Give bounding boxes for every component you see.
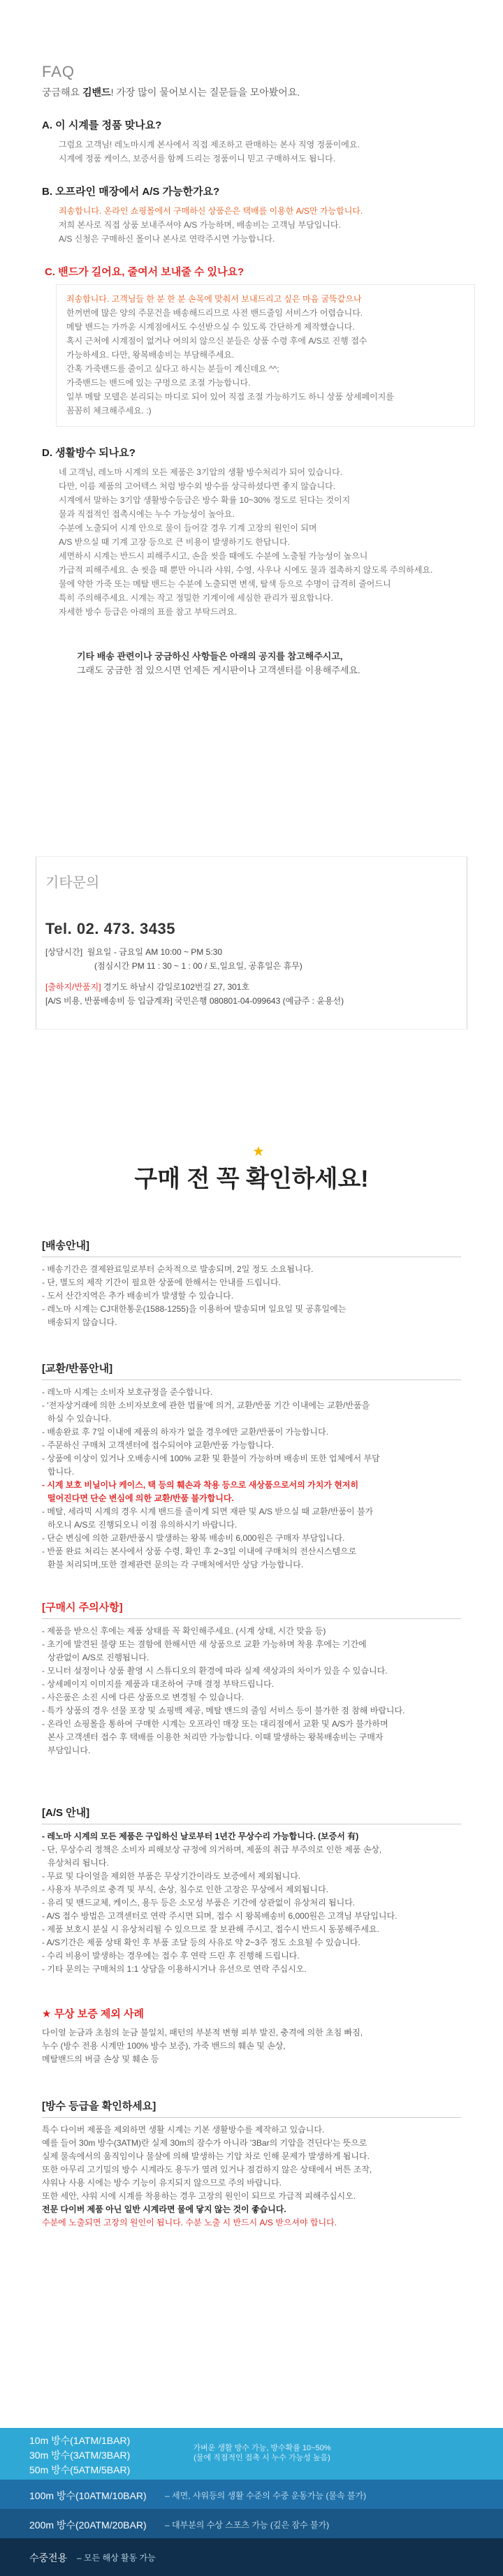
contact-hours [45, 945, 344, 959]
faq-question-d: D. 생활방수 되나요? [42, 447, 136, 459]
faq-answer-line: 혹시 근처에 시계점이 없거나 여의치 않으신 분들은 상품 수령 후에 A/S로 진행 접수 [66, 336, 367, 346]
section-line: - 레노마 시계는 CJ대한통운(1588-1255)을 이용하여 발송되며 일요일 및 공휴일에는 [42, 1304, 347, 1314]
faq-answer-lead: 죄송합니다. 고객님들 한 분 한 분 손목에 맞춰서 보내드리고 싶은 마음 굴뚝같으나 [66, 294, 362, 304]
faq-answer-line: 가죽밴드는 밴드에 있는 구멍으로 조절 가능합니다. [66, 378, 251, 388]
water-grade-100m: 100m 방수(10ATM/10BAR) [29, 2490, 147, 2501]
water-basic-desc-1: 가벼운 생활 방수 가능, 방수확률 10~50% [193, 2444, 331, 2452]
section-caution [42, 1600, 461, 1757]
section-line-bold: 전문 다이버 제품 아닌 일반 시계라면 물에 닿지 않는 것이 좋습니다. [42, 2204, 286, 2214]
section-line: - 단순 변심에 의한 교환/반품시 발생하는 왕복 배송비 6,000원은 구매자 부담입니다. [42, 1533, 345, 1543]
section-line: 실제 물속에서의 움직임이나 물살에 의해 발생하는 기압 차로 인해 문제가 발생하게 됩니다. [42, 2151, 370, 2161]
section-line: - 단, 별도의 제작 기간이 필요한 상품에 한해서는 안내를 드립니다. [42, 1278, 282, 1287]
contact-account: [A/S 비용, 반품배송비 등 입금계좌] 국민은행 080801-04-099643 (예금주 : 윤용선) [45, 996, 344, 1006]
faq-answer-line: 꼼꼼히 체크해주세요. :) [66, 406, 152, 416]
faq-title: FAQ [42, 63, 75, 80]
section-line: - '전자상거래에 의한 소비자보호에 관한 법률'에 의거, 교환/반품 기간 이내에는 교환/반품을 [42, 1400, 370, 1410]
water-basic-desc [175, 2443, 349, 2463]
faq-note-line-1: 기타 배송 관련이나 궁금하신 사항들은 아래의 공지를 참고해주시고, [77, 651, 343, 661]
section-line: 상관없이 A/S로 진행됩니다. [48, 1653, 150, 1662]
faq-answer-line: 메탈 밴드는 가까운 시계점에서도 수선받으실 수 있도록 간단하게 제작했습니다. [66, 322, 355, 332]
faq-answer-line: A/S 받으실 때 기계 고장 등으로 큰 비용이 발생하기도 한답니다. [59, 537, 290, 547]
water-row-100m [0, 2480, 503, 2509]
faq-answer-line: 다만, 이름 제품의 고어텍스 처럼 방수외 방수를 상극하셨다면 좋지 않습니다. [59, 481, 336, 491]
section-line: 또한 세안, 샤워 시에 시계를 착용하는 경우 고장의 원인이 되므로 가급적 피해주십시오. [42, 2191, 356, 2201]
contact-details [45, 945, 344, 1008]
section-body [42, 1257, 461, 1329]
faq-answer-line: 한꺼번에 많은 양의 주문건을 배송해드리므로 사전 밴드줄임 서비스가 어렵습니다. [66, 308, 363, 318]
faq-answer-highlight: 죄송합니다. 온라인 쇼핑몰에서 구매하신 상품은은 택배를 이용한 A/S만 가능합니다. [59, 206, 363, 216]
section-line: - 초기에 발견된 불량 또는 결함에 한해서만 새 상품으로 교환 가능하며 착용 후에는 기간에 [42, 1639, 367, 1649]
section-head: [방수 등급을 확인하세요] [42, 2098, 461, 2118]
section-warranty-exclusion [42, 2006, 461, 2066]
contact-return-addr: 경기도 하남시 감일로102번길 27, 301호 [103, 982, 250, 992]
faq-answer-line: 자세한 방수 등급은 아래의 표를 참고 부탁드려요. [59, 607, 238, 617]
section-water-grade [42, 2098, 461, 2230]
section-as [42, 1805, 461, 1976]
faq-subtitle [42, 85, 475, 99]
section-line: 예를 들어 30m 방수(3ATM)란 실제 30m의 잠수가 아니라 '3Bar의 기압을 견딘다'는 뜻으로 [42, 2138, 367, 2148]
section-line: - 제품을 받으신 후에는 제품 상태를 꼭 확인해주세요. (시계 상태, 시간 맞음 등) [42, 1626, 326, 1636]
star-icon [253, 1146, 264, 1157]
faq-answer-line: 물에 약한 가죽 또는 메탈 밴드는 수분에 노출되면 변색, 탈색 등으로 수명이 급격히 줄어드니 [59, 579, 391, 589]
section-head: [배송안내] [42, 1238, 461, 1257]
section-body [42, 2118, 461, 2230]
water-100m-desc: – 세면, 샤워등의 생활 수준의 수중 운동가능 (물속 불가) [165, 2491, 367, 2501]
faq-subtitle-prefix: 궁금해요 [42, 87, 82, 98]
faq-answer-line: A/S 신청은 구매하신 몰이나 본사로 연락주시면 가능합니다. [59, 234, 275, 244]
contact-hours-label: [상담시간] [45, 947, 83, 957]
section-line: - 상세페이지 이미지를 제품과 대조하여 구매 결정 부탁드립니다. [42, 1679, 275, 1689]
section-body [42, 2025, 461, 2066]
section-line: 유상처리 됩니다. [48, 1858, 109, 1868]
faq-section [42, 63, 475, 678]
water-dive-desc: – 모든 해상 활동 가능 [77, 2553, 156, 2563]
section-line-warning: 수분에 노출되면 고장의 원인이 됩니다. 수분 노출 시 반드시 A/S 받으셔야 합니다. [42, 2218, 337, 2227]
faq-subtitle-name: 김밴드 [82, 87, 111, 98]
section-line: 부담입니다. [48, 1746, 91, 1755]
section-body [42, 1380, 461, 1572]
section-line: - 배송완료 후 7일 이내에 제품의 하자가 없을 경우에만 교환/반품이 가능합니다. [42, 1427, 329, 1437]
section-line: 본사 고객센터 접수 후 택배를 이용한 처리만 가능합니다. 이때 발생하는 왕복배송비는 구매자 [48, 1732, 384, 1742]
contact-return [45, 980, 344, 994]
section-line-warning: - 시계 보호 비닐이나 케이스, 택 등의 훼손과 착용 등으로 새상품으로서의 가치가 현저히 [42, 1480, 359, 1490]
section-line: - 무료 및 다이얼을 제외한 부품은 무상기간이라도 보증에서 제외됩니다. [42, 1871, 301, 1881]
section-head: ★ 무상 보증 제외 사례 [42, 2008, 145, 2020]
water-grade-200m: 200m 방수(20ATM/20BAR) [29, 2519, 147, 2531]
section-line: 또한 아무리 고기밀의 방수 시계라도 용두가 열려 있거나 점검하지 않은 상태에서 버튼 조작, [42, 2165, 372, 2174]
section-line-bold: - 레노마 시계의 모든 제품은 구입하신 날로부터 1년간 무상수리 가능합니다. (보증서 有) [42, 1831, 359, 1841]
faq-note-line-2: 그래도 궁금한 점 있으시면 언제든 게시판이나 고객센터를 이용해주세요. [77, 665, 360, 675]
faq-answer-line: 그럼요 고객님! 레노마시계 본사에서 직접 제조하고 판매하는 본사 직영 정품이에요. [59, 140, 360, 149]
section-line-warning: 떨어진다면 단순 변심에 의한 교환/반품 불가합니다. [48, 1493, 234, 1503]
faq-answer-line: 가능하세요. 다만, 왕복배송비는 부담해주세요. [66, 350, 235, 360]
section-line: 하실 수 있습니다. [48, 1414, 112, 1424]
contact-tel[interactable]: Tel. 02. 473. 3435 [45, 920, 175, 937]
section-line: 환불 처리되며,또한 결제관련 문의는 각 구매처에서만 상담 가능합니다. [48, 1560, 304, 1569]
faq-answer-line: 물과 직접적인 접촉시에는 누수 가능성이 높아요. [59, 509, 235, 519]
faq-answer-line: 가급적 피해주세요. 손 씻을 때 뿐만 아니라 샤워, 수영, 사우나 시에도 물과 접촉하지 않도록 주의하세요. [59, 565, 433, 575]
section-line: - 모니터 설정이나 상품 촬영 시 스튜디오의 환경에 따라 실제 색상과의 차이가 있을 수 있습니다. [42, 1666, 388, 1676]
section-body [42, 1824, 461, 1976]
section-line: 누수 (방수 전용 시계만 100% 방수 보증), 가죽 밴드의 훼손 및 손상, [42, 2041, 286, 2051]
section-line: - 사용자 부주의로 충격 및 부식, 손상, 침수로 인한 고장은 무상에서 제외됩니다. [42, 1885, 329, 1894]
section-line: 배송되지 않습니다. [48, 1317, 117, 1327]
section-line: - 온라인 쇼핑몰을 통하여 구매한 시계는 오프라인 매장 또는 대리점에서 교환 및 A/S가 불가하며 [42, 1719, 388, 1729]
section-head: [A/S 안내] [42, 1805, 461, 1824]
section-line: - 도서 산간지역은 추가 배송비가 발생할 수 있습니다. [42, 1291, 234, 1301]
section-line: 하오니 A/S로 진행되오니 이점 유의하시기 바랍니다. [48, 1520, 238, 1530]
section-line: - 수리 비용이 발생하는 경우에는 접수 후 연락 드린 후 진행해 드립니다. [42, 1951, 300, 1961]
faq-answer-line: 특히 주의해주세요. 시계는 작고 정밀한 기계이에 세심한 관리가 필요합니다. [59, 593, 333, 603]
section-line: - 배송기간은 결제완료일로부터 순차적으로 발송되며, 2일 정도 소요됩니다. [42, 1264, 314, 1274]
section-line: - 상품에 이상이 있거나 오배송시에 100% 교환 및 환불이 가능하며 배송비 또한 업체에서 부담 [42, 1454, 380, 1463]
section-line: - 메탈, 세라믹 시계의 경우 시계 밴드를 줄이게 되면 재판 및 A/S 받으실 때 교환/반품이 불가 [42, 1507, 374, 1516]
faq-answer-d [59, 465, 475, 619]
faq-answer-line: 일부 메탈 모델은 분리되는 마디로 되어 있어 직접 조절 가능하기도 하니 상품 상세페이지를 [66, 392, 394, 402]
water-resistance-table [0, 2428, 503, 2576]
water-grade-dive: 수중전용 [29, 2552, 68, 2563]
faq-subtitle-suffix: ! 가장 많이 물어보시는 질문들을 모아봤어요. [110, 87, 300, 98]
notice-title: 구매 전 꼭 확인하세요! [134, 1166, 369, 1192]
section-line: - 레노마 시계는 소비자 보호규정을 준수합니다. [42, 1387, 213, 1397]
faq-answer-line: 시계에 정품 케이스, 보증서를 함께 드리는 정품이니 믿고 구매하셔도 됩니다. [59, 154, 336, 163]
faq-question-b: B. 오프라인 매장에서 A/S 가능한가요? [42, 186, 220, 198]
contact-box [35, 856, 468, 1030]
water-grade-10m: 10m 방수(1ATM/1BAR) [29, 2435, 131, 2446]
section-head: [구매시 주의사항] [42, 1600, 461, 1619]
section-line: - 제품 보호시 분실 시 유상처리될 수 있으므로 잘 보관해 주시고, 접수시 반드시 동봉해주세요. [42, 1924, 379, 1934]
faq-question-c: C. 밴드가 길어요, 줄여서 보내줄 수 있나요? [45, 266, 245, 278]
faq-answer-line: 수분에 노출되어 시계 안으로 물이 들어갈 경우 기계 고장의 원인이 되며 [59, 523, 317, 533]
section-head: [교환/반품안내] [42, 1361, 461, 1380]
section-line: 다이얼 눈금과 초침의 눈금 불일치, 패턴의 부분적 변형 피부 발진, 충격에 의한 초침 빠짐, [42, 2028, 363, 2037]
water-basic-desc-2: (물에 직접적인 접촉 시 누수 가능성 높음) [194, 2454, 330, 2462]
section-line: 메탈밴드의 버클 손상 및 훼손 등 [42, 2054, 159, 2064]
contact-return-label: [출하지/반품지] [45, 982, 101, 992]
water-grade-50m: 50m 방수(5ATM/5BAR) [29, 2464, 131, 2475]
faq-answer-a [59, 138, 475, 166]
section-line: - 주문하신 구매처 고객센터에 접수되어야 교환/반품 가능합니다. [42, 1440, 275, 1450]
section-line: 특수 다이버 제품을 제외하면 생활 시계는 기본 생활방수를 제작하고 있습니다. [42, 2125, 325, 2135]
faq-answer-b [59, 204, 475, 246]
contact-title: 기타문의 [45, 875, 100, 891]
faq-answer-line: 네 고객님, 레노마 시계의 모든 제품은 3기압의 생활 방수처리가 되어 있습니다. [59, 467, 343, 477]
water-row-dive [0, 2538, 503, 2576]
section-line: - 유리 및 밴드교체, 케이스, 용두 등은 소모성 부품은 기간에 상관없이 유상처리 됩니다. [42, 1898, 356, 1908]
section-body [42, 1619, 461, 1757]
water-200m-desc: – 대부분의 수상 스포츠 가능 (깊은 잠수 불가) [165, 2520, 330, 2530]
contact-lunch: (점심시간 PM 11 : 30 ~ 1 : 00 / 토,일요일, 공휴일은 휴무) [94, 961, 302, 971]
section-line: - 기타 문의는 구매처의 1:1 상담을 이용하시거나 유선으로 연락 주십시오. [42, 1964, 307, 1974]
faq-answer-c [56, 284, 475, 427]
faq-answer-line: 간혹 가죽밴드를 줄이고 싶다고 하시는 분들이 계신데요 ^^; [66, 364, 279, 374]
section-line: - 반품 완료 처리는 본사에서 상품 수령, 확인 후 2~3일 이내에 구매처의 전산시스템으로 [42, 1546, 357, 1556]
faq-answer-line: 세면하시 시계는 반드시 피해주시고, 손을 씻을 때에도 수분에 노출될 가능성이 높으니 [59, 551, 368, 561]
section-line: - 사은품은 소진 시에 다른 상품으로 변경될 수 있습니다. [42, 1692, 245, 1702]
section-exchange [42, 1361, 461, 1572]
section-line: - A/S기간은 제품 상태 확인 후 부품 조달 등의 사유로 약 2~3주 정도 소요될 수 있습니다. [42, 1938, 360, 1947]
contact-hours-value: 월요일 - 금요일 AM 10:00 ~ PM 5:30 [87, 947, 222, 957]
water-row-basic [0, 2428, 503, 2480]
section-line: 샤워나 사용 시에는 방수 기능이 유지되지 않으므로 주의 바랍니다. [42, 2178, 282, 2188]
section-shipping [42, 1238, 461, 1329]
faq-question-a: A. 이 시계를 정품 맞나요? [42, 119, 162, 131]
faq-note [77, 650, 475, 678]
water-row-200m [0, 2509, 503, 2538]
water-grade-30m: 30m 방수(3ATM/3BAR) [29, 2450, 131, 2461]
faq-answer-line: 저희 본사로 직접 상품 보내주셔야 A/S 가능하며, 배송비는 고객님 부담입니다. [59, 220, 341, 230]
section-line: 합니다. [48, 1467, 75, 1477]
section-line: - 단, 무상수리 정책은 소비자 피해보상 규정에 의거하며, 제품의 취급 부주의로 인한 제품 손상, [42, 1845, 382, 1854]
section-line: - 특가 상품의 경우 선물 포장 및 쇼핑백 제공, 메탈 밴드의 줄임 서비스 등이 불가한 점 참해 바랍니다. [42, 1706, 405, 1715]
faq-answer-line: 시계에서 말하는 3기압 생활방수등급은 방수 확률 10~30% 정도로 된다는 것이지 [59, 495, 351, 505]
section-line: - A/S 접수 방법은 고객센터로 연락 주시면 되며, 접수 시 왕복배송비 6,000원은 고객님 부담입니다. [42, 1911, 398, 1921]
